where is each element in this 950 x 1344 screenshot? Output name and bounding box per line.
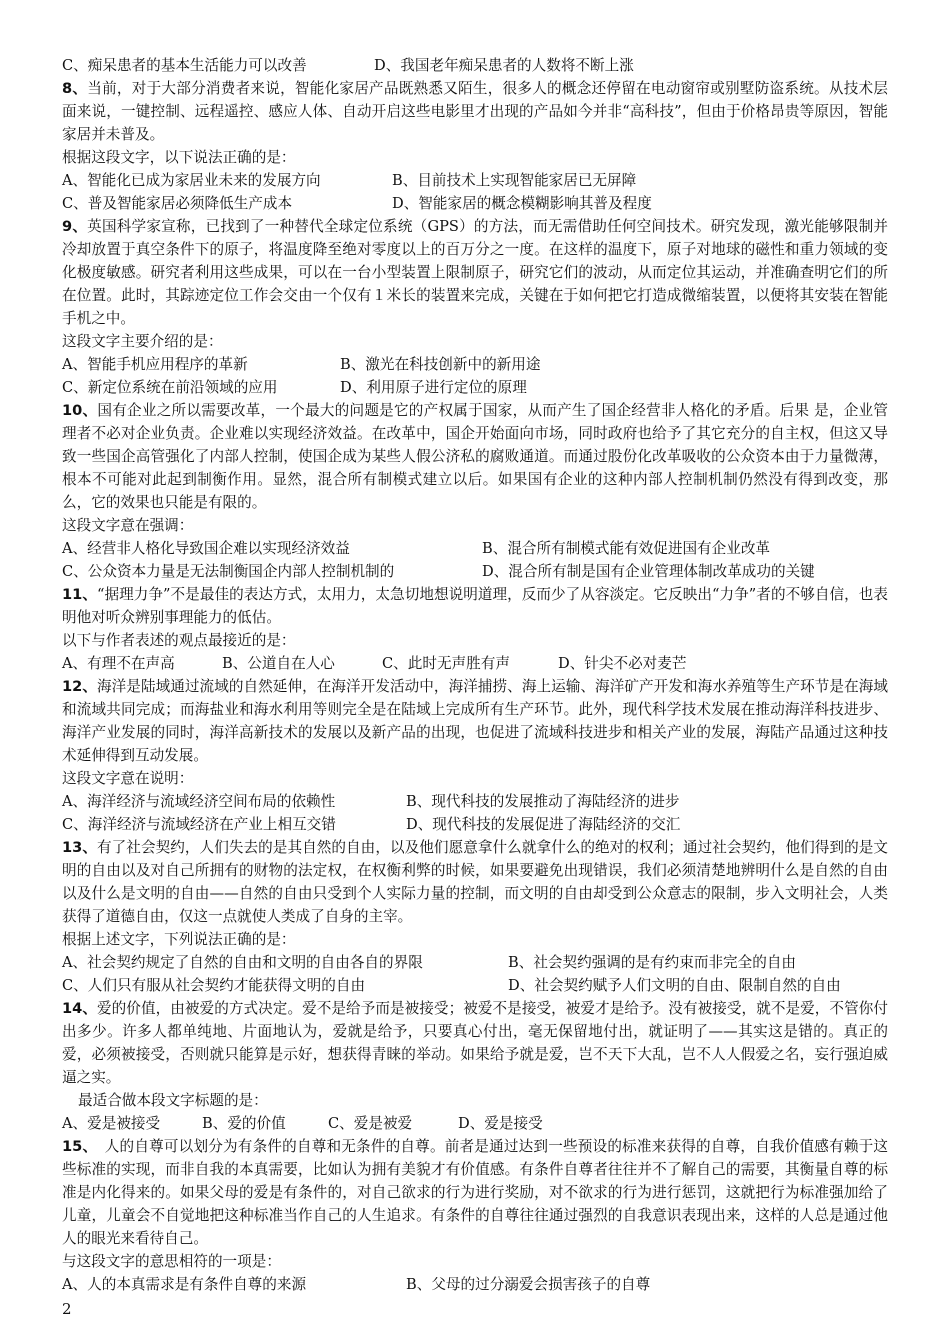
question-prompt: 这段文字意在说明： [62,770,194,787]
question-number: 15 [62,1138,83,1155]
question-number-sep: 、 [72,218,88,235]
question-number-sep: 、 [82,839,98,856]
option: A、社会契约规定了自然的自由和文明的自由各自的界限 [62,954,423,971]
option: A、智能手机应用程序的革新 [62,356,248,373]
option: B、现代科技的发展推动了海陆经济的进步 [406,793,680,810]
question-list [62,77,888,1296]
question-text: 爱的价值，由被爱的方式决定。爱不是给予而是被接受；被爱不是接受，被爱才是给予。没有被接受，就不是爱，不管你付出多少。许多人都单纯地、片面地认为，爱就是给予，只要真心付出，毫无保留地付出，就证明了——其实这是错的。真正的爱，必须被接受，否则就只能算是示好，想获得青睐的举动。如果给予就是爱，岂不天下大乱，岂不人人假爱之名，妄行强迫威逼之实。 [62,1000,888,1086]
option-row [62,974,888,997]
option: B、社会契约强调的是有约束而非完全的自由 [508,954,797,971]
question-text: 英国科学家宣称，已找到了一种替代全球定位系统（GPS）的方法，而无需借助任何空间技术。研究发现，激光能够限制并冷却放置于真空条件下的原子，将温度降至绝对零度以上的百万分之一度。在这样的温度下，原子对地球的磁性和重力领域的变化极度敏感。研究者利用这些成果，可以在一台小型装置上限制原子，研究它们的波动，从而定位其运动，并准确查明它们的所在位置。此时，其踪迹定位工作会交由一个仅有１米长的装置来完成，关键在于如何把它打造成微缩装置，以便将其安装在智能手机之中。 [62,218,888,327]
option: D、利用原子进行定位的原理 [340,379,527,396]
question-prompt: 以下与作者表述的观点最接近的是： [62,632,296,649]
question-text: 人的自尊可以划分为有条件的自尊和无条件的自尊。前者是通过达到一些预设的标准来获得的自尊，自我价值感有赖于这些标准的实现，而非自我的本真需要，比如认为拥有美貌才有价值感。有条件自尊者往往并不了解自己的需要，其衡量自尊的标准是内化得来的。如果父母的爱是有条件的，对自己欲求的行为进行奖励，对不欲求的行为进行惩罚，这就把行为标准强加给了儿童，儿童会不自觉地把这种标准当作自己的人生追求。有条件的自尊往往通过强烈的自我意识表现出来，这样的人总是通过他人的眼光来看待自己。 [62,1138,888,1247]
option-row [62,1273,888,1296]
option-row [62,376,888,399]
option: A、经营非人格化导致国企难以实现经济效益 [62,540,350,557]
option: B、激光在科技创新中的新用途 [340,356,541,373]
question-14 [62,997,888,1135]
question-number: 11 [62,586,83,603]
option-row [62,192,888,215]
question-stem [62,675,888,767]
option-row [62,813,888,836]
option: D、针尖不必对麦芒 [558,655,687,672]
option: B、父母的过分溺爱会损害孩子的自尊 [406,1276,651,1293]
option: C、此时无声胜有声 [382,655,510,672]
option: C、人们只有服从社会契约才能获得文明的自由 [62,977,366,994]
question-prompt: 与这段文字的意思相符的一项是： [62,1253,281,1270]
option: B、公道自在人心 [222,655,335,672]
question-12 [62,675,888,836]
question-13 [62,836,888,997]
question-stem [62,399,888,514]
question-text: 国有企业之所以需要改革，一个最大的问题是它的产权属于国家，从而产生了国企经营非人格化的矛盾。后果 是，企业管理者不必对企业负责。企业难以实现经济效益。在改革中，国企开始面向市场，同时政府也给予了其它充分的自主权，但这又导致一些国企高管强化了内部人控制，使国企成为某些人假公济私的腐败通道。而通过股份化改革吸收的公众资本由于力量微薄，根本不可能对此起到制衡作用。显然，混合所有制模式建立以后。如果国有企业的这种内部人控制机制仍然没有得到改变，那么，它的效果也只能是有限的。 [62,402,888,511]
option: C、痴呆患者的基本生活能力可以改善 [62,57,307,74]
option-row [62,1112,888,1135]
option-row [62,54,888,77]
option: A、有理不在声高 [62,655,175,672]
page-number: 2 [62,1300,72,1318]
question-text: 当前，对于大部分消费者来说，智能化家居产品既熟悉又陌生，很多人的概念还停留在电动窗帘或别墅防盗系统。从技术层面来说，一键控制、远程遥控、感应人体、自动开启这些电影里才出现的产品如今并非“高科技”，但由于价格昂贵等原因，智能家居并未普及。 [62,80,888,143]
option-row [62,353,888,376]
question-number-sep: 、 [82,586,97,603]
option-row [62,652,888,675]
question-prompt: 这段文字意在强调： [62,517,194,534]
option: A、海洋经济与流域经济空间布局的依赖性 [62,793,336,810]
question-stem [62,1135,888,1250]
option-row [62,537,888,560]
question-8 [62,77,888,215]
option: C、海洋经济与流域经济在产业上相互交错 [62,816,336,833]
question-stem [62,836,888,928]
option: D、社会契约赋予人们文明的自由、限制自然的自由 [508,977,841,994]
option-row [62,169,888,192]
question-prompt: 根据上述文字，下列说法正确的是： [62,931,296,948]
question-text: “据理力争”不是最佳的表达方式，太用力，太急切地想说明道理，反而少了从容淡定。它反映出“力争”者的不够自信，也表明他对听众辨别事理能力的低估。 [62,586,888,626]
option: B、爱的价值 [202,1115,286,1132]
question-number-sep: 、 [82,1000,98,1017]
question-15 [62,1135,888,1296]
option: B、混合所有制模式能有效促进国有企业改革 [482,540,771,557]
question-number: 14 [62,1000,83,1017]
option: D、爱是接受 [458,1115,543,1132]
question-number-sep: 、 [82,678,98,695]
option: D、混合所有制是国有企业管理体制改革成功的关键 [482,563,815,580]
question-text: 有了社会契约，人们失去的是其自然的自由，以及他们愿意拿什么就拿什么的绝对的权利；通过社会契约，他们得到的是文明的自由以及对自己所拥有的财物的法定权，在权衡利弊的时候，如果要避免出现错误，我们必须清楚地辨明什么是自然的自由以及什么是文明的自由——自然的自由只受到个人实际力量的控制，而文明的自由却受到公众意志的限制，步入文明社会，人类获得了道德自由，仅这一点就使人类成了自身的主宰。 [62,839,888,925]
question-number: 10 [62,402,83,419]
option: C、公众资本力量是无法制衡国企内部人控制机制的 [62,563,395,580]
question-stem [62,583,888,629]
question-prompt: 根据这段文字，以下说法正确的是： [62,149,296,166]
question-number: 13 [62,839,83,856]
option: A、人的本真需求是有条件自尊的来源 [62,1276,307,1293]
question-number: 9 [62,218,73,235]
option: D、智能家居的概念模糊影响其普及程度 [392,195,652,212]
exam-page [62,54,888,1296]
question-number: 8 [62,80,73,97]
question-prompt: 这段文字主要介绍的是： [62,333,223,350]
option: C、爱是被爱 [328,1115,413,1132]
question-prompt: 最适合做本段文字标题的是： [78,1092,268,1109]
option-row [62,951,888,974]
option-row [62,560,888,583]
question-10 [62,399,888,583]
question-number-sep: 、 [82,402,98,419]
option-row [62,790,888,813]
question-stem [62,77,888,146]
question-stem [62,215,888,330]
option: B、目前技术上实现智能家居已无屏障 [392,172,637,189]
option: A、智能化已成为家居业未来的发展方向 [62,172,321,189]
option: D、我国老年痴呆患者的人数将不断上涨 [374,57,634,74]
question-number: 12 [62,678,83,695]
question-number-sep: 、 [82,1138,105,1155]
option: A、爱是被接受 [62,1115,161,1132]
question-11 [62,583,888,675]
question-9 [62,215,888,399]
option: D、现代科技的发展促进了海陆经济的交汇 [406,816,681,833]
question-number-sep: 、 [72,80,88,97]
option: C、新定位系统在前沿领域的应用 [62,379,278,396]
question-text: 海洋是陆域通过流域的自然延伸，在海洋开发活动中，海洋捕捞、海上运输、海洋矿产开发和海水养殖等生产环节是在海域和流域共同完成；而海盐业和海水利用等则完全是在陆域上完成所有生产环节。此外，现代科学技术发展在推动海洋科技进步、海洋产业发展的同时，海洋高新技术的发展以及新产品的出现，也促进了流域科技进步和相关产业的发展，海陆产品通过这种技术延伸得到互动发展。 [62,678,888,764]
option: C、普及智能家居必须降低生产成本 [62,195,293,212]
question-stem [62,997,888,1089]
